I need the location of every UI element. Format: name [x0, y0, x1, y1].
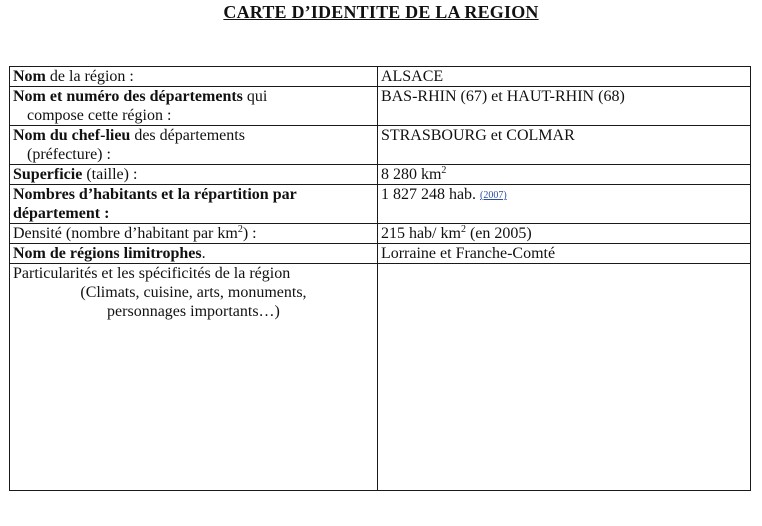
- reference-link[interactable]: (2007): [480, 190, 507, 201]
- label-cell: [10, 224, 378, 244]
- label-text: des départements: [130, 127, 245, 144]
- label-bold: Nombres d’habitants et la répartition par: [13, 186, 297, 203]
- label-bold: Nom de régions limitrophes: [13, 245, 202, 262]
- superscript: 2: [237, 224, 243, 235]
- page-title: CARTE D’IDENTITE DE LA REGION: [223, 2, 539, 22]
- value-cell: ALSACE: [377, 67, 750, 87]
- label-text: qui: [242, 88, 268, 105]
- label-cell: [10, 264, 378, 491]
- label-bold: Nom: [13, 68, 46, 85]
- table-row-prefecture: [10, 126, 751, 165]
- label-bold: Superficie: [13, 166, 83, 183]
- value-cell: [377, 165, 750, 185]
- table-row-density: [10, 224, 751, 244]
- label-cell: [10, 126, 378, 165]
- table-row-region-name: [10, 67, 751, 87]
- label-bold: Nom et numéro des départements: [13, 88, 243, 105]
- superscript: 2: [441, 165, 447, 176]
- value-cell: BAS-RHIN (67) et HAUT-RHIN (68): [377, 87, 750, 126]
- label-cell: [10, 67, 378, 87]
- label-text: ) :: [242, 225, 257, 242]
- value-text: (en 2005): [465, 225, 532, 242]
- label-cell: [10, 185, 378, 224]
- answer-area[interactable]: [377, 264, 750, 491]
- value-cell: [377, 224, 750, 244]
- value-text: 215 hab/ km: [380, 225, 461, 242]
- table-row-population: [10, 185, 751, 224]
- value-text: 8 280 km: [380, 166, 442, 183]
- table-row-specificities: [10, 264, 751, 491]
- label-cell: [10, 244, 378, 264]
- label-text: (préfecture) :: [27, 146, 111, 163]
- label-bold: Nom du chef-lieu: [13, 127, 131, 144]
- label-text: compose cette région :: [27, 107, 172, 124]
- table-row-area: [10, 165, 751, 185]
- region-identity-table: [9, 66, 751, 491]
- label-text: personnages importants…): [107, 303, 280, 320]
- value-text: 1 827 248 hab.: [380, 186, 481, 203]
- label-bold: département :: [13, 205, 110, 222]
- label-text: de la région :: [45, 68, 134, 85]
- label-text: .: [201, 245, 206, 262]
- label-cell: [10, 165, 378, 185]
- label-cell: [10, 87, 378, 126]
- value-cell: [377, 185, 750, 224]
- value-cell: Lorraine et Franche-Comté: [377, 244, 750, 264]
- table-row-departments: [10, 87, 751, 126]
- label-text: Particularités et les spécificités de la région: [13, 265, 291, 282]
- label-text: (Climats, cuisine, arts, monuments,: [80, 284, 307, 301]
- label-text: (taille) :: [82, 166, 138, 183]
- value-cell: STRASBOURG et COLMAR: [377, 126, 750, 165]
- superscript: 2: [460, 224, 466, 235]
- label-text: Densité (nombre d’habitant par km: [13, 225, 238, 242]
- table-row-neighbors: [10, 244, 751, 264]
